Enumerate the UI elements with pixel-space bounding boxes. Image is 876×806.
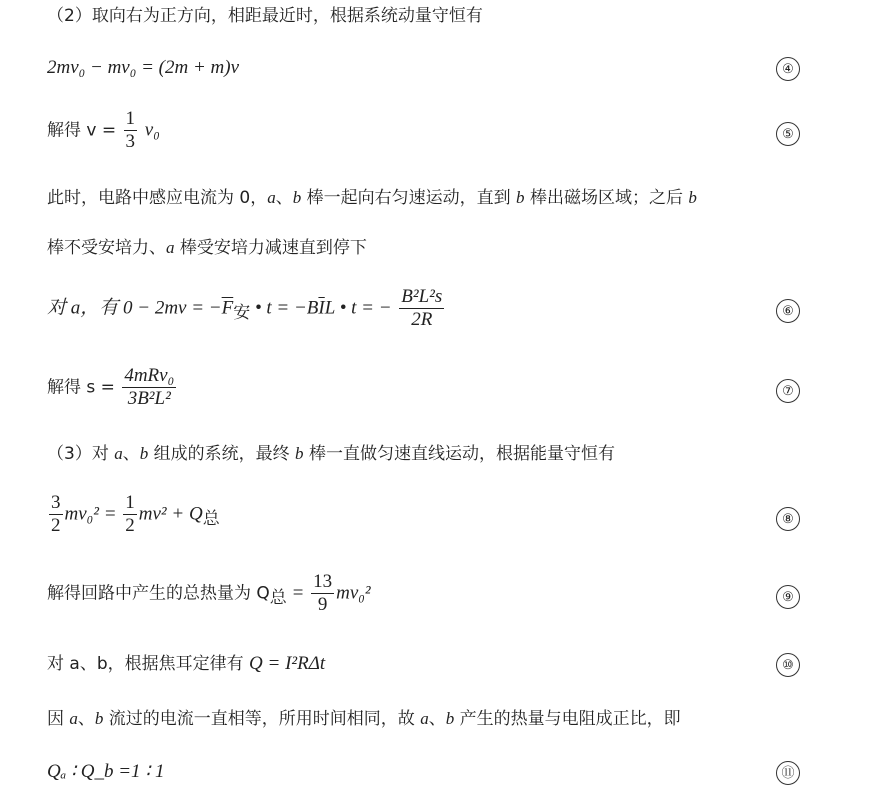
fraction: $\frac{\text{B²L²s}}{2R}$ — [401, 286, 443, 330]
eq-tag-9: ⑨ — [776, 585, 800, 609]
equation-energy: $\frac{3}{2}$ mv₀² = $\frac{1}{2}$ $mv^2 + Q_总$ — [51, 492, 220, 536]
fraction: $\frac{13}{9}$ — [313, 571, 333, 615]
equation-impulse: 对 a，有 $0 - 2mv = -\overline{F}_安$ • $t = -B\overline{I}L$ • t = − $\frac{\text{B²L²s}}{2R}$ — [47, 286, 443, 330]
equation-joule: 对 a、b，根据焦耳定律有 Q = I²RΔt — [47, 653, 326, 674]
eq-tag-8: ⑧ — [776, 507, 800, 531]
line-part2-intro: （2）取向右为正方向，相距最近时，根据系统动量守恒有 — [47, 6, 483, 26]
equation-momentum: 2mv₀ − mv₀ = (2m + m)v — [47, 57, 240, 78]
fraction: $\frac{\text{4mRv₀}}{\text{3B²L²}}$ — [124, 365, 175, 409]
line-current-zero: 此时，电路中感应电流为 0，a、b 棒一起向右匀速运动，直到 b 棒出磁场区域；之后 b — [47, 188, 697, 208]
fraction: $\frac{3}{2}$ — [51, 492, 61, 536]
line-part3-intro: （3）对 a、b 组成的系统，最终 b 棒一直做匀速直线运动，根据能量守恒有 — [47, 444, 615, 464]
fraction: $\frac{1}{3}$ — [125, 108, 136, 152]
eq-tag-11: ⑪ — [776, 761, 800, 785]
eq-tag-4: ④ — [776, 57, 800, 81]
equation-total-heat: 解得回路中产生的总热量为 $Q_总$ = $\frac{13}{9}$ mv₀² — [47, 571, 371, 615]
eq-tag-7: ⑦ — [776, 379, 800, 403]
equation-solve-s: 解得 s = $\frac{\text{4mRv₀}}{\text{3B²L²}}$ — [47, 365, 175, 409]
equation-solve-v: 解得 v = $\frac{1}{3}$ v₀ — [47, 108, 160, 152]
fraction: $\frac{1}{2}$ — [125, 492, 135, 536]
line-proportional-heat: 因 a、b 流过的电流一直相等，所用时间相同，故 a、b 产生的热量与电阻成正比，即 — [47, 709, 681, 729]
equation-heat-ratio: Qₐ ∶ Q_b =1 ∶ 1 — [47, 761, 165, 782]
line-force-decelerate: 棒不受安培力、a 棒受安培力减速直到停下 — [47, 238, 367, 258]
eq-tag-10: ⑩ — [776, 653, 800, 677]
eq-tag-5: ⑤ — [776, 122, 800, 146]
eq-tag-6: ⑥ — [776, 299, 800, 323]
